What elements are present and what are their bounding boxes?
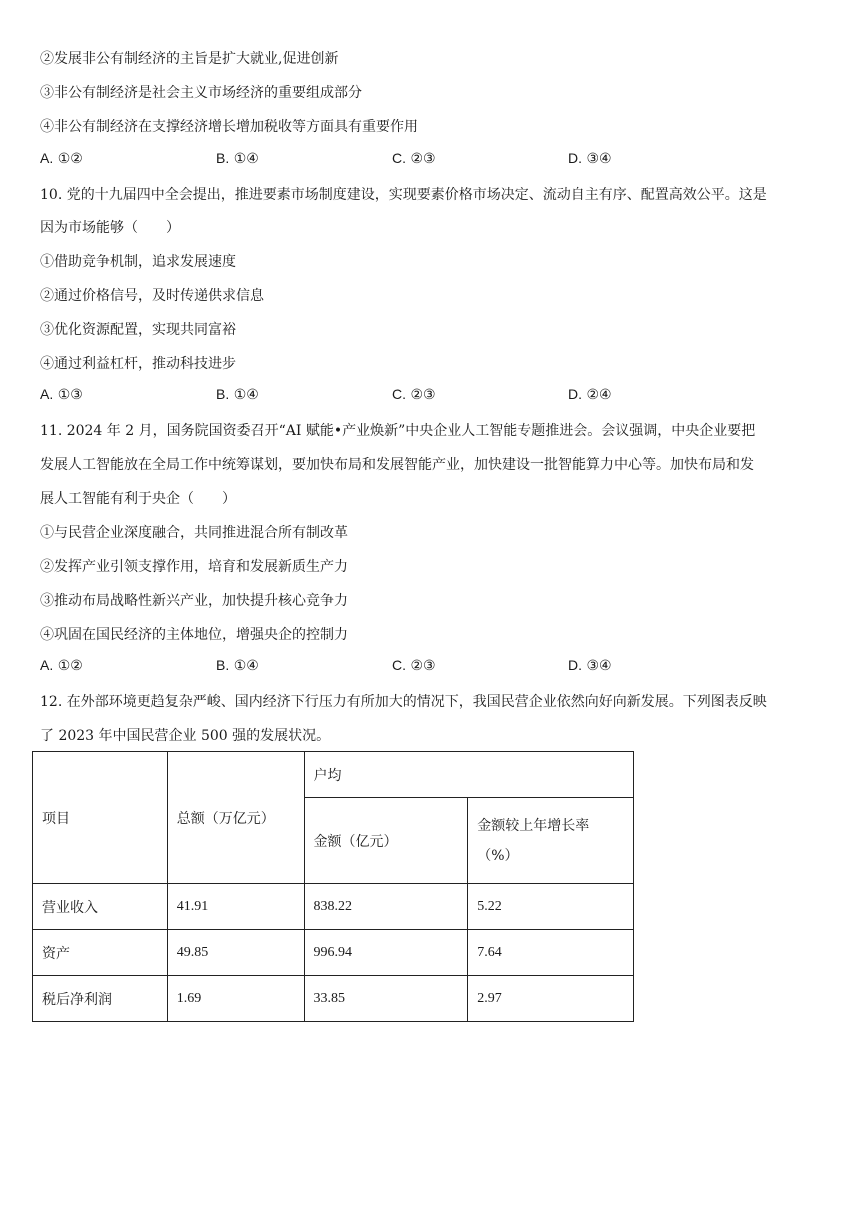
q10-stem-line-2: 因为市场能够（ ）	[40, 220, 180, 236]
q9-option-a[interactable]: A. ①②	[40, 150, 83, 167]
table-row	[33, 930, 634, 976]
header-growth	[468, 798, 634, 884]
q9-option-b[interactable]: B. ①④	[216, 150, 259, 167]
q10-statement-1: ①借助竞争机制，追求发展速度	[40, 254, 236, 270]
q10-options	[40, 386, 780, 406]
q12-stem-line-2: 了 2023 年中国民营企业 500 强的发展状况。	[40, 728, 331, 744]
row-amount: 33.85	[304, 976, 468, 1022]
header-per-household: 户均	[304, 752, 633, 798]
q11-stem-line-2: 发展人工智能放在全局工作中统筹谋划，要加快布局和发展智能产业，加快建设一批智能算力中心等。加快布局和发	[40, 457, 754, 473]
q10-statement-3: ③优化资源配置，实现共同富裕	[40, 322, 236, 338]
row-growth: 2.97	[468, 976, 634, 1022]
q11-statement-2: ②发挥产业引领支撑作用，培育和发展新质生产力	[40, 559, 348, 575]
q10-option-a[interactable]: A. ①③	[40, 386, 83, 403]
row-item: 营业收入	[33, 884, 168, 930]
row-total: 41.91	[167, 884, 304, 930]
row-growth: 5.22	[468, 884, 634, 930]
q9-option-d[interactable]: D. ③④	[568, 150, 612, 167]
q9-statement-2: ②发展非公有制经济的主旨是扩大就业,促进创新	[40, 51, 339, 67]
q10-option-b[interactable]: B. ①④	[216, 386, 259, 403]
q10-statement-2: ②通过价格信号，及时传递供求信息	[40, 288, 264, 304]
q10-statement-4: ④通过利益杠杆，推动科技进步	[40, 356, 236, 372]
q10-option-c[interactable]: C. ②③	[392, 386, 436, 403]
row-total: 49.85	[167, 930, 304, 976]
q11-stem-line-3: 展人工智能有利于央企（ ）	[40, 491, 236, 507]
q11-option-b[interactable]: B. ①④	[216, 657, 259, 674]
q11-options	[40, 657, 780, 677]
table-row	[33, 884, 634, 930]
q9-statement-4: ④非公有制经济在支撑经济增长增加税收等方面具有重要作用	[40, 119, 418, 135]
q11-statement-3: ③推动布局战略性新兴产业，加快提升核心竞争力	[40, 593, 348, 609]
q11-statement-1: ①与民营企业深度融合，共同推进混合所有制改革	[40, 525, 348, 541]
row-item: 税后净利润	[33, 976, 168, 1022]
row-item: 资产	[33, 930, 168, 976]
row-total: 1.69	[167, 976, 304, 1022]
q11-statement-4: ④巩固在国民经济的主体地位，增强央企的控制力	[40, 627, 348, 643]
q12-stem-line-1: 12. 在外部环境更趋复杂严峻、国内经济下行压力有所加大的情况下，我国民营企业依然向好向新发展。下列图表反映	[40, 694, 767, 710]
q9-statement-3: ③非公有制经济是社会主义市场经济的重要组成部分	[40, 85, 362, 101]
row-amount: 838.22	[304, 884, 468, 930]
q11-option-a[interactable]: A. ①②	[40, 657, 83, 674]
enterprise-data-table	[32, 751, 634, 1022]
table-header-row-1	[33, 752, 634, 798]
q9-option-c[interactable]: C. ②③	[392, 150, 436, 167]
q11-option-c[interactable]: C. ②③	[392, 657, 436, 674]
row-amount: 996.94	[304, 930, 468, 976]
header-item: 项目	[33, 752, 168, 884]
q10-option-d[interactable]: D. ②④	[568, 386, 612, 403]
header-total: 总额（万亿元）	[167, 752, 304, 884]
header-growth-line-1: 金额较上年增长率	[477, 817, 590, 834]
table-row	[33, 976, 634, 1022]
q11-stem-line-1: 11. 2024 年 2 月，国务院国资委召开“AI 赋能•产业焕新”中央企业人工智能专题推进会。会议强调，中央企业要把	[40, 423, 756, 439]
header-growth-line-2: （%）	[477, 847, 519, 864]
q9-options	[40, 150, 780, 170]
q11-option-d[interactable]: D. ③④	[568, 657, 612, 674]
row-growth: 7.64	[468, 930, 634, 976]
q10-stem-line-1: 10. 党的十九届四中全会提出，推进要素市场制度建设，实现要素价格市场决定、流动自主有序、配置高效公平。这是	[40, 187, 767, 203]
header-amount: 金额（亿元）	[304, 798, 468, 884]
